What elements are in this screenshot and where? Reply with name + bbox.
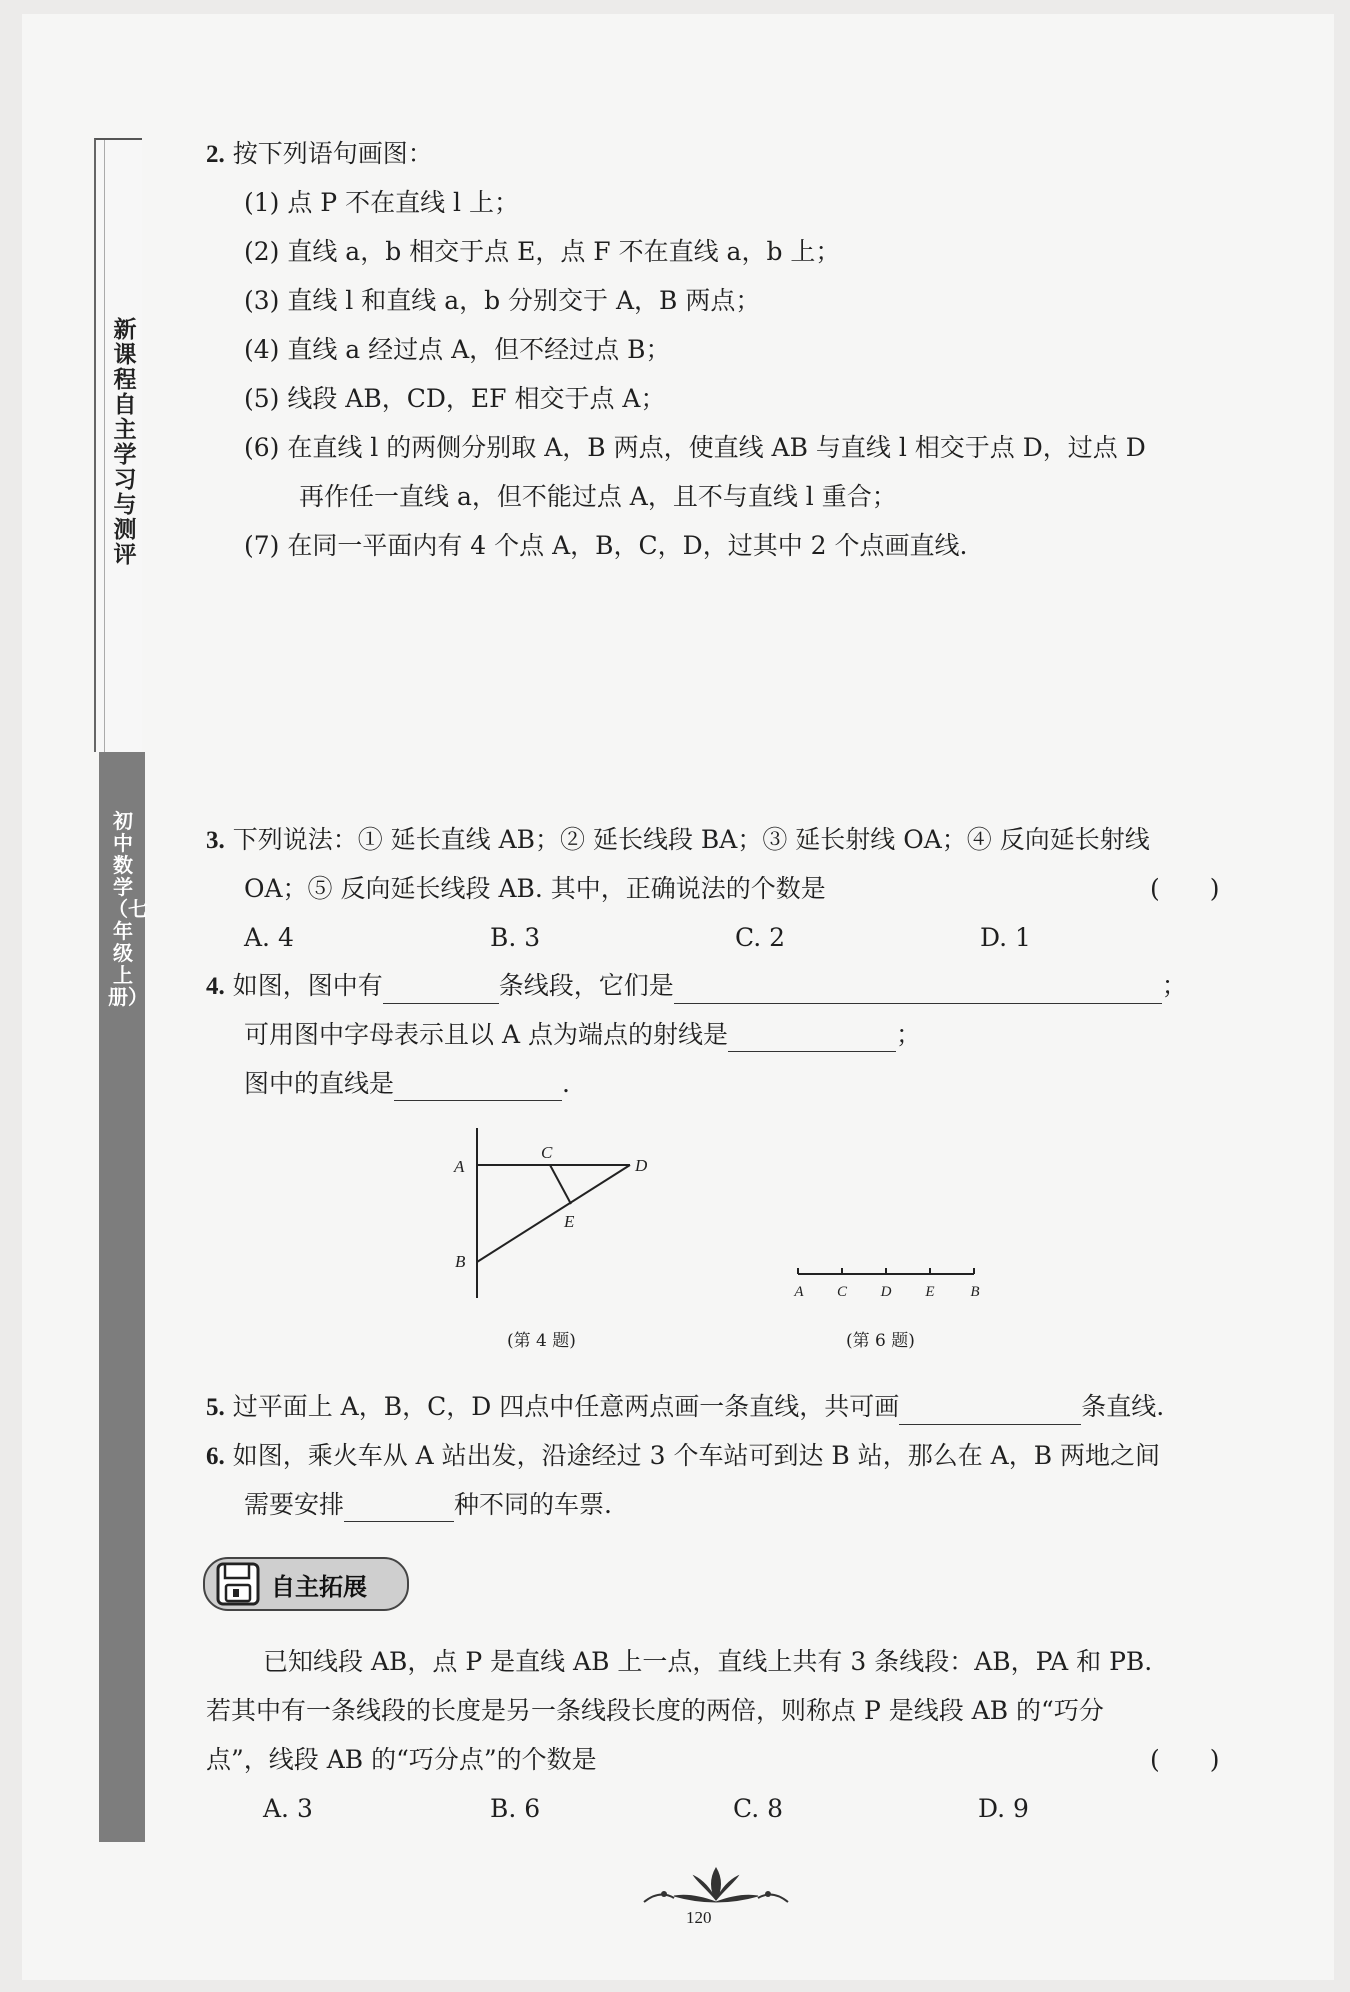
q2-item-4: (4) 直线 a 经过点 A，但不经过点 B； [244,335,671,364]
fig4-segment-ce [550,1165,571,1204]
fig4-label-c: C [541,1143,553,1162]
fig6-label-d: D [880,1284,892,1300]
q3-choice-d[interactable]: D. 1 [980,923,1031,952]
ext-answer-paren[interactable]: ( ) [1150,1745,1220,1774]
sidebar-subject-title: 初中数学（七年级上册） [108,809,148,1009]
q2-stem: 按下列语句画图： [232,139,433,168]
fig4-label-a: A [454,1157,465,1176]
footer-ornament-icon [636,1862,796,1910]
q2-item-5: (5) 线段 AB，CD，EF 相交于点 A； [244,384,666,413]
q3-choice-b[interactable]: B. 3 [490,923,541,952]
q4-line-3 [244,1067,570,1101]
q5-blank[interactable] [899,1398,1081,1425]
q4-text-2b: ； [895,1020,921,1049]
fig6-label-a: A [794,1284,804,1300]
q2-item-2: (2) 直线 a，b 相交于点 E，点 F 不在直线 a，b 上； [244,237,841,266]
q3-choice-c[interactable]: C. 2 [735,923,786,952]
q6-blank[interactable] [344,1495,454,1522]
fig4-label-e: E [564,1212,575,1231]
q2-item-1: (1) 点 P 不在直线 l 上； [244,188,519,217]
ext-choice-a[interactable]: A. 3 [263,1794,313,1823]
fig6-label-e: E [925,1284,935,1300]
fig6-label-b: B [970,1284,980,1300]
q5-number: 5. [206,1394,225,1421]
q4-text-1c: ； [1161,971,1187,1000]
fig6-label-c: C [836,1284,848,1300]
q6-number: 6. [206,1443,225,1470]
q4-blank-rays[interactable] [728,1025,896,1052]
ext-line-3: 点”，线段 AB 的“巧分点”的个数是 [206,1745,597,1774]
q2-item-6-cont: 再作任一直线 a，但不能过点 A，且不与直线 l 重合； [299,482,897,511]
fig4-caption: (第 4 题) [507,1331,576,1351]
floppy-disk-icon [215,1561,261,1607]
q3-answer-paren[interactable]: ( ) [1150,874,1220,903]
q3-line-1 [206,823,1150,858]
q6-line-1 [206,1439,1160,1474]
ext-choice-d[interactable]: D. 9 [978,1794,1029,1823]
ext-line-2: 若其中有一条线段的长度是另一条线段长度的两倍，则称点 P 是线段 AB 的“巧分 [206,1696,1104,1725]
q5-line [206,1390,1164,1425]
q2-stem-line [206,137,433,172]
q2-item-7: (7) 在同一平面内有 4 个点 A，B，C，D，过其中 2 个点画直线. [244,531,968,560]
q4-number: 4. [206,973,225,1000]
q2-item-6: (6) 在直线 l 的两侧分别取 A，B 两点，使直线 AB 与直线 l 相交于点 D，过点 D [244,433,1146,462]
fig4-segment-db [477,1165,630,1262]
q4-line-1 [206,969,1187,1004]
extension-badge-label: 自主拓展 [271,1573,367,1601]
q4-text-3a: 图中的直线是 [244,1069,395,1098]
q4-blank-count[interactable] [383,977,499,1004]
fig6-caption: (第 6 题) [846,1331,915,1351]
q3-text-1: 下列说法：① 延长直线 AB；② 延长线段 BA；③ 延长射线 OA；④ 反向延长射线 [232,825,1150,854]
q4-blank-lines[interactable] [394,1074,562,1101]
q6-text-2b: 种不同的车票. [454,1490,612,1519]
q4-text-1a: 如图，图中有 [232,971,383,1000]
extension-badge [203,1557,409,1611]
ext-line-1: 已知线段 AB，点 P 是直线 AB 上一点，直线上共有 3 条线段：AB，PA 和 PB. [263,1647,1153,1676]
q2-number: 2. [206,141,225,168]
figure-6 [790,1258,990,1308]
fig4-label-b: B [455,1252,466,1271]
q3-choice-a[interactable]: A. 4 [244,923,294,952]
ext-choice-c[interactable]: C. 8 [733,1794,784,1823]
q5-text-b: 条直线. [1081,1392,1165,1421]
q5-text-a: 过平面上 A，B，C，D 四点中任意两点画一条直线，共可画 [232,1392,900,1421]
ext-choice-b[interactable]: B. 6 [490,1794,541,1823]
fig4-label-d: D [635,1156,648,1175]
q3-line-2: OA；⑤ 反向延长线段 AB. 其中，正确说法的个数是 [244,874,826,903]
q4-text-2a: 可用图中字母表示且以 A 点为端点的射线是 [244,1020,728,1049]
q4-text-3b: . [562,1069,570,1098]
figure-4 [440,1120,680,1320]
q3-number: 3. [206,827,225,854]
q4-text-1b: 条线段，它们是 [498,971,674,1000]
q6-text-2a: 需要安排 [244,1490,345,1519]
q4-blank-segments[interactable] [674,977,1162,1004]
q6-text-1: 如图，乘火车从 A 站出发，沿途经过 3 个车站可到达 B 站，那么在 A，B 两地之间 [232,1441,1161,1470]
q4-line-2 [244,1018,921,1052]
page-number: 120 [686,1908,712,1927]
q6-line-2 [244,1488,612,1522]
q2-item-3: (3) 直线 l 和直线 a，b 分别交于 A，B 两点； [244,286,761,315]
sidebar-book-title: 新课程自主学习与测评 [113,317,137,568]
